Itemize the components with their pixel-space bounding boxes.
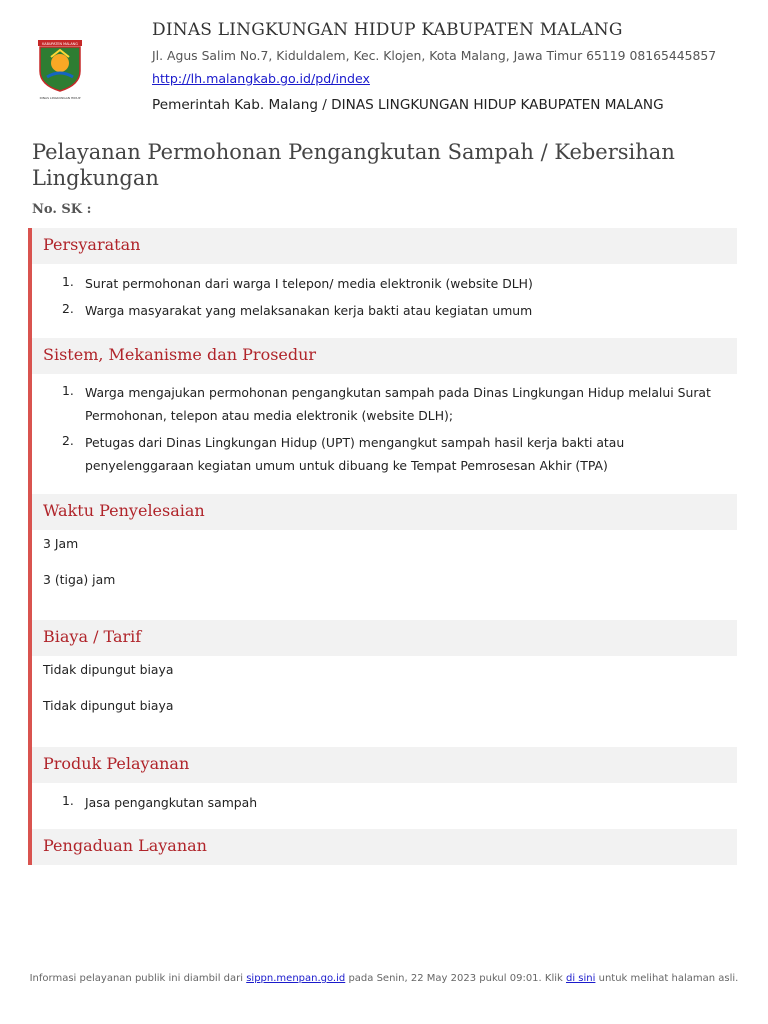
page-header: [0, 0, 768, 130]
list-number: 1.: [62, 274, 74, 289]
section-header-persyaratan: [32, 228, 737, 264]
section-header-waktu: [32, 494, 737, 530]
section-title-sistem: Sistem, Mekanisme dan Prosedur: [43, 345, 317, 364]
org-address: Jl. Agus Salim No.7, Kiduldalem, Kec. Klojen, Kota Malang, Jawa Timur 65119 08165445857: [152, 48, 717, 63]
sk-number-label: No. SK :: [32, 202, 92, 217]
org-website-link[interactable]: http://lh.malangkab.go.id/pd/index: [152, 71, 370, 86]
list-item-text: Petugas dari Dinas Lingkungan Hidup (UPT) mengangkut sampah hasil kerja bakti atau penyelenggaraan kegiatan umum untuk dibuang ke Tempat Pemrosesan Akhir (TPA): [85, 435, 625, 473]
section-title-persyaratan: Persyaratan: [43, 235, 141, 254]
original-page-link[interactable]: di sini: [566, 973, 596, 984]
list-number: 1.: [62, 793, 74, 808]
list-item-text: Warga masyarakat yang melaksanakan kerja bakti atau kegiatan umum: [85, 303, 533, 318]
waktu-value: 3 Jam: [43, 536, 79, 551]
biaya-value: Tidak dipungut biaya: [43, 662, 174, 677]
list-number: 2.: [62, 301, 74, 316]
logo-banner-text: KABUPATEN MALANG: [42, 42, 78, 46]
list-item-text: Surat permohonan dari warga I telepon/ media elektronik (website DLH): [85, 276, 533, 291]
footer-text-after: untuk melihat halaman asli.: [598, 973, 739, 984]
list-item-text: Warga mengajukan permohonan pengangkutan sampah pada Dinas Lingkungan Hidup melalui Surat Permohonan, telepon atau media elektronik (website DLH);: [85, 385, 711, 423]
footer-text-middle: pada Senin, 22 May 2023 pukul 09:01. Klik: [348, 973, 563, 984]
list-item-text: Jasa pengangkutan sampah: [85, 795, 258, 810]
section-title-produk: Produk Pelayanan: [43, 754, 190, 773]
source-link[interactable]: sippn.menpan.go.id: [246, 973, 346, 984]
org-name: DINAS LINGKUNGAN HIDUP KABUPATEN MALANG: [152, 20, 623, 40]
biaya-description: Tidak dipungut biaya: [43, 698, 174, 713]
list-number: 2.: [62, 433, 74, 448]
org-subtitle: Pemerintah Kab. Malang / DINAS LINGKUNGAN HIDUP KABUPATEN MALANG: [152, 97, 664, 113]
kabupaten-malang-emblem-icon: [37, 37, 83, 101]
section-title-waktu: Waktu Penyelesaian: [43, 501, 205, 520]
section-header-pengaduan: [32, 829, 737, 865]
page-title: Pelayanan Permohonan Pengangkutan Sampah / Kebersihan Lingkungan: [32, 140, 675, 190]
section-header-sistem: [32, 338, 737, 374]
section-header-biaya: [32, 620, 737, 656]
section-header-produk: [32, 747, 737, 783]
section-title-pengaduan: Pengaduan Layanan: [43, 836, 207, 855]
logo-caption: DINAS LINGKUNGAN HIDUP: [39, 96, 81, 100]
footer-text-before: Informasi pelayanan publik ini diambil dari: [29, 973, 244, 984]
kabupaten-malang-logo: [37, 37, 83, 101]
waktu-description: 3 (tiga) jam: [43, 572, 116, 587]
list-number: 1.: [62, 383, 74, 398]
page-footer: [0, 973, 768, 984]
section-title-biaya: Biaya / Tarif: [43, 627, 142, 646]
service-details: [28, 228, 737, 865]
